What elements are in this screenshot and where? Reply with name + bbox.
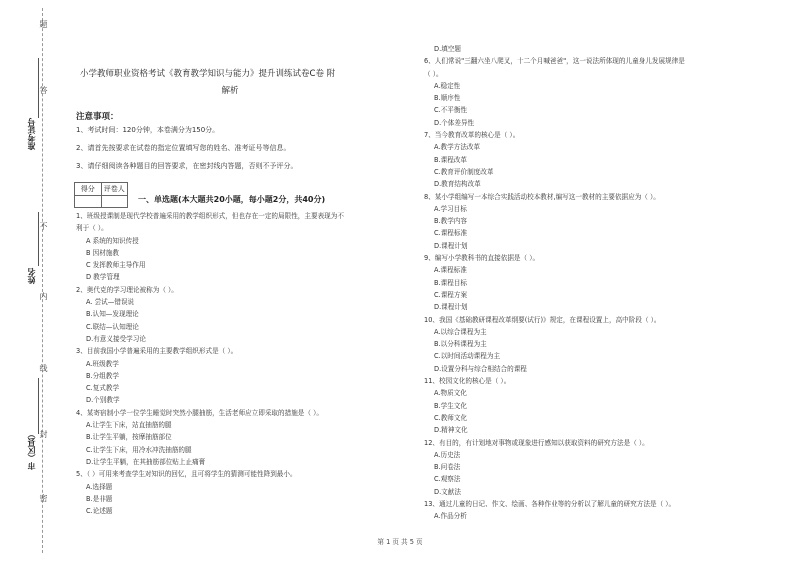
answer-option[interactable]: B.学生文化 xyxy=(434,401,467,410)
answer-option[interactable]: C.联结—认知理论 xyxy=(86,322,139,331)
question-text: 利于（ ）。 xyxy=(76,224,108,233)
answer-option[interactable]: A.物质文化 xyxy=(434,389,467,398)
answer-option[interactable]: B.课程改革 xyxy=(434,155,467,164)
question-text: 5、（ ）可用来考查学生对知识的回忆，且可将学生的猜测可能性降到最小。 xyxy=(76,470,297,479)
answer-option[interactable]: C.复式教学 xyxy=(86,384,120,393)
notice-item: 2、请首先按要求在试卷的指定位置填写您的姓名、准考证号等信息。 xyxy=(76,144,291,152)
question-text: 9、编写小学教科书的直接依据是（ ）。 xyxy=(424,254,540,263)
question-column-left xyxy=(76,210,406,517)
answer-option[interactable]: A.选择题 xyxy=(86,482,113,491)
answer-option[interactable]: A.作品分析 xyxy=(434,512,467,521)
answer-option[interactable]: C 发挥教师主导作用 xyxy=(86,261,146,270)
answer-option[interactable]: A.课程标准 xyxy=(434,266,467,275)
page-footer: 第 1 页 共 5 页 xyxy=(377,538,423,546)
margin-mark: 线 xyxy=(39,364,48,373)
margin-mark: 答 xyxy=(39,86,48,95)
question-text: 11、校园文化的核心是（ ）。 xyxy=(424,377,511,386)
margin-mark: 题 xyxy=(39,20,48,29)
answer-option[interactable]: C.课程方案 xyxy=(434,290,468,299)
answer-option[interactable]: A.班级教学 xyxy=(86,359,119,368)
question-text: 7、当今教育改革的核心是（ ）。 xyxy=(424,131,520,140)
name-label: 姓名 xyxy=(27,268,36,284)
name-field[interactable] xyxy=(38,212,39,266)
exam-id-field[interactable] xyxy=(38,58,39,118)
margin-mark: 密 xyxy=(39,494,48,503)
answer-option[interactable]: D.个别教学 xyxy=(86,396,120,405)
question-text: 1、班级授课制是现代学校普遍采用的教学组织形式，但也存在一定的局限性，主要表现为不 xyxy=(76,212,344,220)
question-column-right xyxy=(424,43,774,523)
exam-title-line2: 解析 xyxy=(221,86,239,96)
answer-option[interactable]: D.让学生平躺，在其抽筋部位贴上止痛膏 xyxy=(86,457,206,466)
answer-option[interactable]: D.文献法 xyxy=(434,487,461,496)
answer-option[interactable]: C.以时间活动课程为主 xyxy=(434,352,501,361)
answer-option[interactable]: B.顺序性 xyxy=(434,94,461,103)
question-text: 10、我国《基础教研课程改革纲要(试行)》规定，在课程设置上，高中阶段（ ）。 xyxy=(424,315,661,324)
question-text: 13、通过儿童的日记、作文、绘画、各种作业等的分析以了解儿童的研究方法是（ ）。 xyxy=(424,499,676,508)
answer-option[interactable]: C.教育评价制度改革 xyxy=(434,167,494,176)
answer-option[interactable]: B.问卷法 xyxy=(434,463,461,472)
answer-option[interactable]: D.教育结构改革 xyxy=(434,180,481,189)
notice-heading: 注意事项： xyxy=(76,112,119,122)
answer-option[interactable]: C.课程标准 xyxy=(434,229,468,238)
section-heading: 一、单选题(本大题共20小题，每小题2分，共40分) xyxy=(138,195,326,204)
answer-option[interactable]: A.稳定性 xyxy=(434,81,461,90)
answer-option[interactable]: D 教学管理 xyxy=(86,273,120,282)
answer-option[interactable]: B.分组教学 xyxy=(86,371,119,380)
question-text: 3、目前我国小学普遍采用的主要教学组织形式是（ ）。 xyxy=(76,347,238,356)
notice-item: 1、考试时间：120分钟，本卷满分为150分。 xyxy=(76,126,220,134)
answer-option[interactable]: A.让学生下床，站直抽筋的腿 xyxy=(86,421,172,430)
answer-option[interactable]: B.是非题 xyxy=(86,494,113,503)
score-box xyxy=(74,182,128,208)
exam-title xyxy=(80,66,380,100)
answer-option[interactable]: D.有意义接受学习论 xyxy=(86,334,146,343)
answer-option[interactable]: D.课程计划 xyxy=(434,241,468,250)
answer-option[interactable]: C.教师文化 xyxy=(434,413,468,422)
answer-option[interactable]: B.课程目标 xyxy=(434,278,467,287)
answer-option[interactable]: C.观察法 xyxy=(434,475,461,484)
answer-option[interactable]: C.不平衡性 xyxy=(434,106,468,115)
answer-option[interactable]: A.教学方法改革 xyxy=(434,143,481,152)
answer-option[interactable]: B.教学内容 xyxy=(434,217,467,226)
answer-option[interactable]: B 因材施教 xyxy=(86,248,119,257)
exam-id-label: 准考证号 xyxy=(27,118,36,150)
grader-header: 评卷人 xyxy=(103,185,125,193)
answer-option[interactable]: A.历史法 xyxy=(434,450,461,459)
answer-option[interactable]: A. 尝试—错误说 xyxy=(86,298,135,307)
answer-option[interactable]: D.个体差异性 xyxy=(434,118,475,127)
answer-option[interactable]: B.让学生平躺，按摩抽筋部位 xyxy=(86,433,172,442)
question-text: 6、人们常说"三翻六坐八爬叉，十二个月喊爸爸"，这一说法所体现的儿童身儿发展规律是 xyxy=(424,57,685,66)
district-label: 市（区县） xyxy=(27,430,36,470)
question-text: 4、某寄宿制小学一位学生睡觉时突然小腿抽筋，生活老师应立即采取的措施是（ ）。 xyxy=(76,408,323,417)
exam-title-line1: 小学教师职业资格考试《教育教学知识与能力》提升训练试卷C卷 附 xyxy=(80,69,336,79)
margin-mark: 内 xyxy=(39,292,48,301)
score-cell[interactable] xyxy=(75,196,102,208)
answer-option[interactable]: D.课程计划 xyxy=(434,303,468,312)
district-field[interactable] xyxy=(38,378,39,434)
margin-mark: 封 xyxy=(39,430,48,439)
answer-option[interactable]: C.让学生下床，用冷水冲洗抽筋的腿 xyxy=(86,445,192,454)
notice-item: 3、请仔细阅读各种题目的回答要求，在密封线内答题，否则不予评分。 xyxy=(76,162,298,170)
question-text: （ ）。 xyxy=(424,69,443,78)
answer-option[interactable]: A.学习目标 xyxy=(434,204,467,213)
question-text: 2、奥代克的学习理论被称为（ ）。 xyxy=(76,285,178,294)
answer-option[interactable]: D.精神文化 xyxy=(434,426,468,435)
answer-option[interactable]: A.以综合课程为主 xyxy=(434,327,487,336)
answer-option[interactable]: A 系统的知识传授 xyxy=(86,236,139,245)
answer-option[interactable]: B.认知—发现理论 xyxy=(86,310,139,319)
margin-mark: 不 xyxy=(39,222,48,231)
question-text: 12、有目的，有计划地对事物或现象进行感知以获取资料的研究方法是（ ）。 xyxy=(424,438,649,447)
score-header: 得分 xyxy=(75,183,102,195)
answer-option[interactable]: B.以分科课程为主 xyxy=(434,340,487,349)
question-text: 8、某小学组编写一本综合实践活动校本教材,编写这一教材的主要依据应为（ ）。 xyxy=(424,192,660,201)
grader-cell[interactable] xyxy=(102,196,128,208)
answer-option[interactable]: C.论述题 xyxy=(86,507,113,516)
answer-option[interactable]: D.设置分科与综合相结合的课程 xyxy=(434,364,527,373)
answer-option[interactable]: D.填空题 xyxy=(434,45,461,53)
